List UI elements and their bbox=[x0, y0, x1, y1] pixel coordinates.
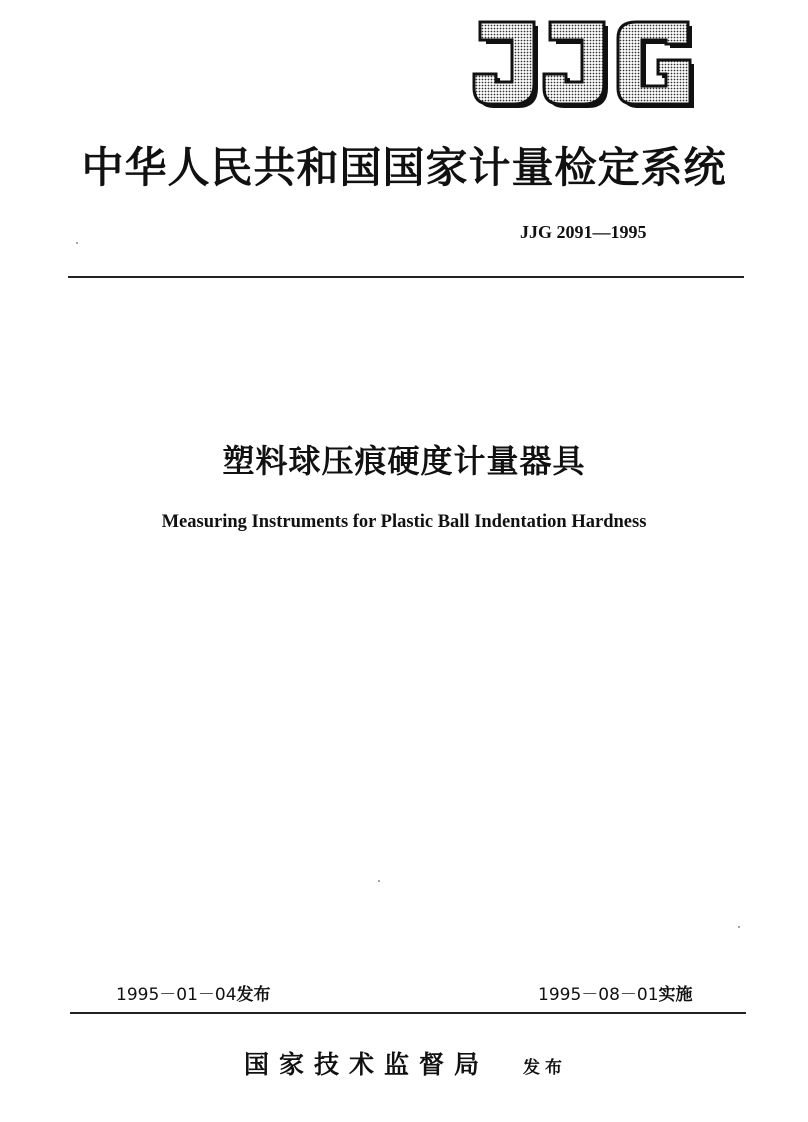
issue-date-line bbox=[116, 983, 271, 1007]
scan-speck bbox=[76, 242, 78, 244]
logo-letter-g bbox=[618, 22, 694, 108]
logo-letter-j1 bbox=[474, 22, 538, 108]
system-title: 中华人民共和国国家计量检定系统 bbox=[81, 143, 727, 192]
issue-label: 发布 bbox=[236, 985, 271, 1005]
footer-divider bbox=[70, 1012, 746, 1014]
jjg-logo bbox=[472, 18, 700, 114]
document-title-en: Measuring Instruments for Plastic Ball Indentation Hardness bbox=[161, 512, 647, 532]
issue-date: 1995－01－04 bbox=[116, 985, 237, 1005]
document-title-cn: 塑料球压痕硬度计量器具 bbox=[222, 442, 586, 480]
logo-letter-j2 bbox=[544, 22, 608, 108]
publisher-name: 国家技术监督局 bbox=[244, 1050, 490, 1079]
publish-label: 发布 bbox=[523, 1058, 567, 1078]
implementation-date: 1995－08－01 bbox=[538, 985, 659, 1005]
header-divider bbox=[68, 276, 744, 278]
scan-speck bbox=[378, 880, 380, 882]
scan-speck bbox=[738, 926, 740, 928]
standard-number: JJG 2091—1995 bbox=[520, 222, 647, 242]
implementation-date-line bbox=[538, 983, 693, 1007]
implementation-label: 实施 bbox=[658, 985, 693, 1005]
